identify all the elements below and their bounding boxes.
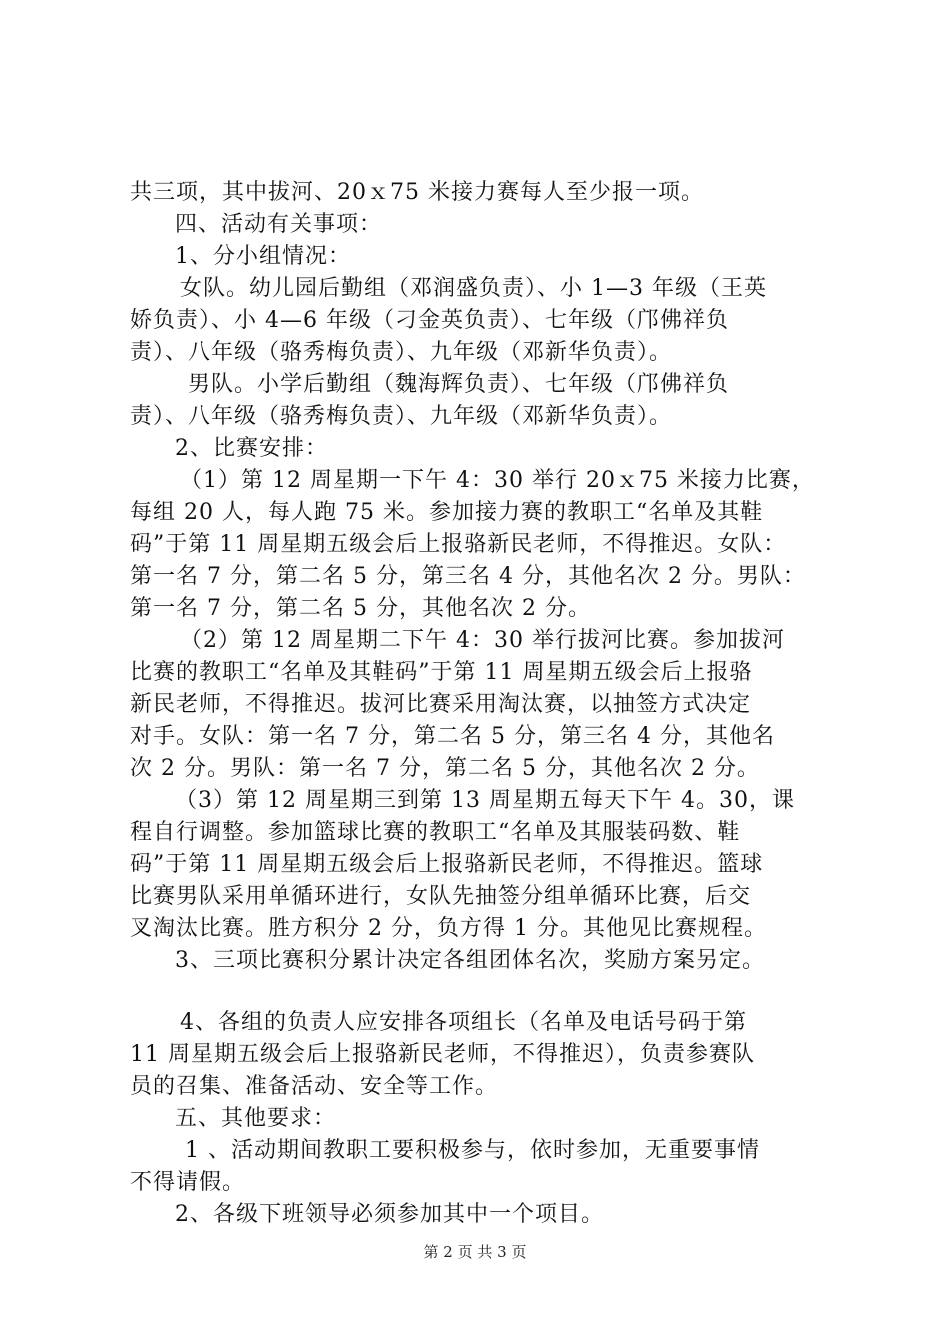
text-line-leaders-3: 员的召集、准备活动、安全等工作。 — [130, 1074, 499, 1099]
text-line-1: 共三项，其中拔河、20ｘ75 米接力赛每人至少报一项。 — [130, 180, 704, 205]
text-line-basketball-2: 程自行调整。参加篮球比赛的教职工“名单及其服装码数、鞋 — [130, 820, 741, 845]
text-line-leaders-2: 11 周星期五级会后上报骆新民老师，不得推迟），负责参赛队 — [130, 1042, 755, 1067]
page-footer: 第 2 页 共 3 页 — [423, 1243, 527, 1261]
text-line-relay-5: 第一名 7 分，第二名 5 分，其他名次 2 分。 — [130, 596, 591, 621]
text-line-relay-1: （1）第 12 周星期一下午 4：30 举行 20ｘ75 米接力比赛， — [180, 468, 815, 493]
text-line-men-2: 责）、八年级（骆秀梅负责）、九年级（邓新华负责）。 — [130, 404, 673, 429]
text-line-women-3: 责）、八年级（骆秀梅负责）、九年级（邓新华负责）。 — [130, 340, 673, 365]
text-line-relay-4: 第一名 7 分，第二名 5 分，第三名 4 分，其他名次 2 分。男队： — [130, 564, 806, 589]
text-line-basketball-4: 比赛男队采用单循环进行，女队先抽签分组单循环比赛，后交 — [130, 884, 752, 909]
section-heading-4: 四、活动有关事项： — [175, 212, 383, 237]
text-line-tug-2: 比赛的教职工“名单及其鞋码”于第 11 周星期五级会后上报骆 — [130, 660, 753, 685]
text-line-requirement-1b: 不得请假。 — [130, 1170, 246, 1195]
text-line-basketball-1: （3）第 12 周星期三到第 13 周星期五每天下午 4。30，课 — [175, 788, 795, 813]
text-line-tug-1: （2）第 12 周星期二下午 4：30 举行拔河比赛。参加拔河 — [180, 628, 785, 653]
subheading-schedule: 2、比赛安排： — [175, 436, 328, 461]
text-line-leaders-1: 4、各组的负责人应安排各项组长（名单及电话号码于第 — [180, 1010, 747, 1035]
text-line-tug-4: 对手。女队：第一名 7 分，第二名 5 分，第三名 4 分，其他名 — [130, 724, 775, 749]
text-line-tug-3: 新民老师，不得推迟。拔河比赛采用淘汰赛，以抽签方式决定 — [130, 692, 752, 717]
section-heading-5: 五、其他要求： — [175, 1106, 337, 1131]
text-line-basketball-5: 叉淘汰比赛。胜方积分 2 分，负方得 1 分。其他见比赛规程。 — [130, 916, 767, 941]
text-line-tug-5: 次 2 分。男队：第一名 7 分，第二名 5 分，其他名次 2 分。 — [130, 756, 760, 781]
text-line-relay-2: 每组 20 人，每人跑 75 米。参加接力赛的教职工“名单及其鞋 — [130, 500, 764, 525]
text-line-basketball-3: 码”于第 11 周星期五级会后上报骆新民老师，不得推迟。篮球 — [130, 852, 764, 877]
text-line-women-2: 娇负责）、小 4—6 年级（刁金英负责）、七年级（邝佛祥负 — [130, 308, 729, 333]
text-line-men-1: 男队。小学后勤组（魏海辉负责）、七年级（邝佛祥负 — [188, 372, 730, 397]
text-line-requirement-2: 2、各级下班领导必须参加其中一个项目。 — [175, 1202, 604, 1227]
text-line-requirement-1a: 1 、活动期间教职工要积极参与，依时参加，无重要事情 — [185, 1138, 760, 1163]
subheading-groups: 1、分小组情况： — [175, 244, 351, 269]
text-line-relay-3: 码”于第 11 周星期五级会后上报骆新民老师，不得推迟。女队： — [130, 532, 787, 557]
text-line-scoring: 3、三项比赛积分累计决定各组团体名次，奖励方案另定。 — [175, 948, 765, 973]
text-line-women-1: 女队。幼儿园后勤组（邓润盛负责）、小 1—3 年级（王英 — [180, 276, 767, 301]
